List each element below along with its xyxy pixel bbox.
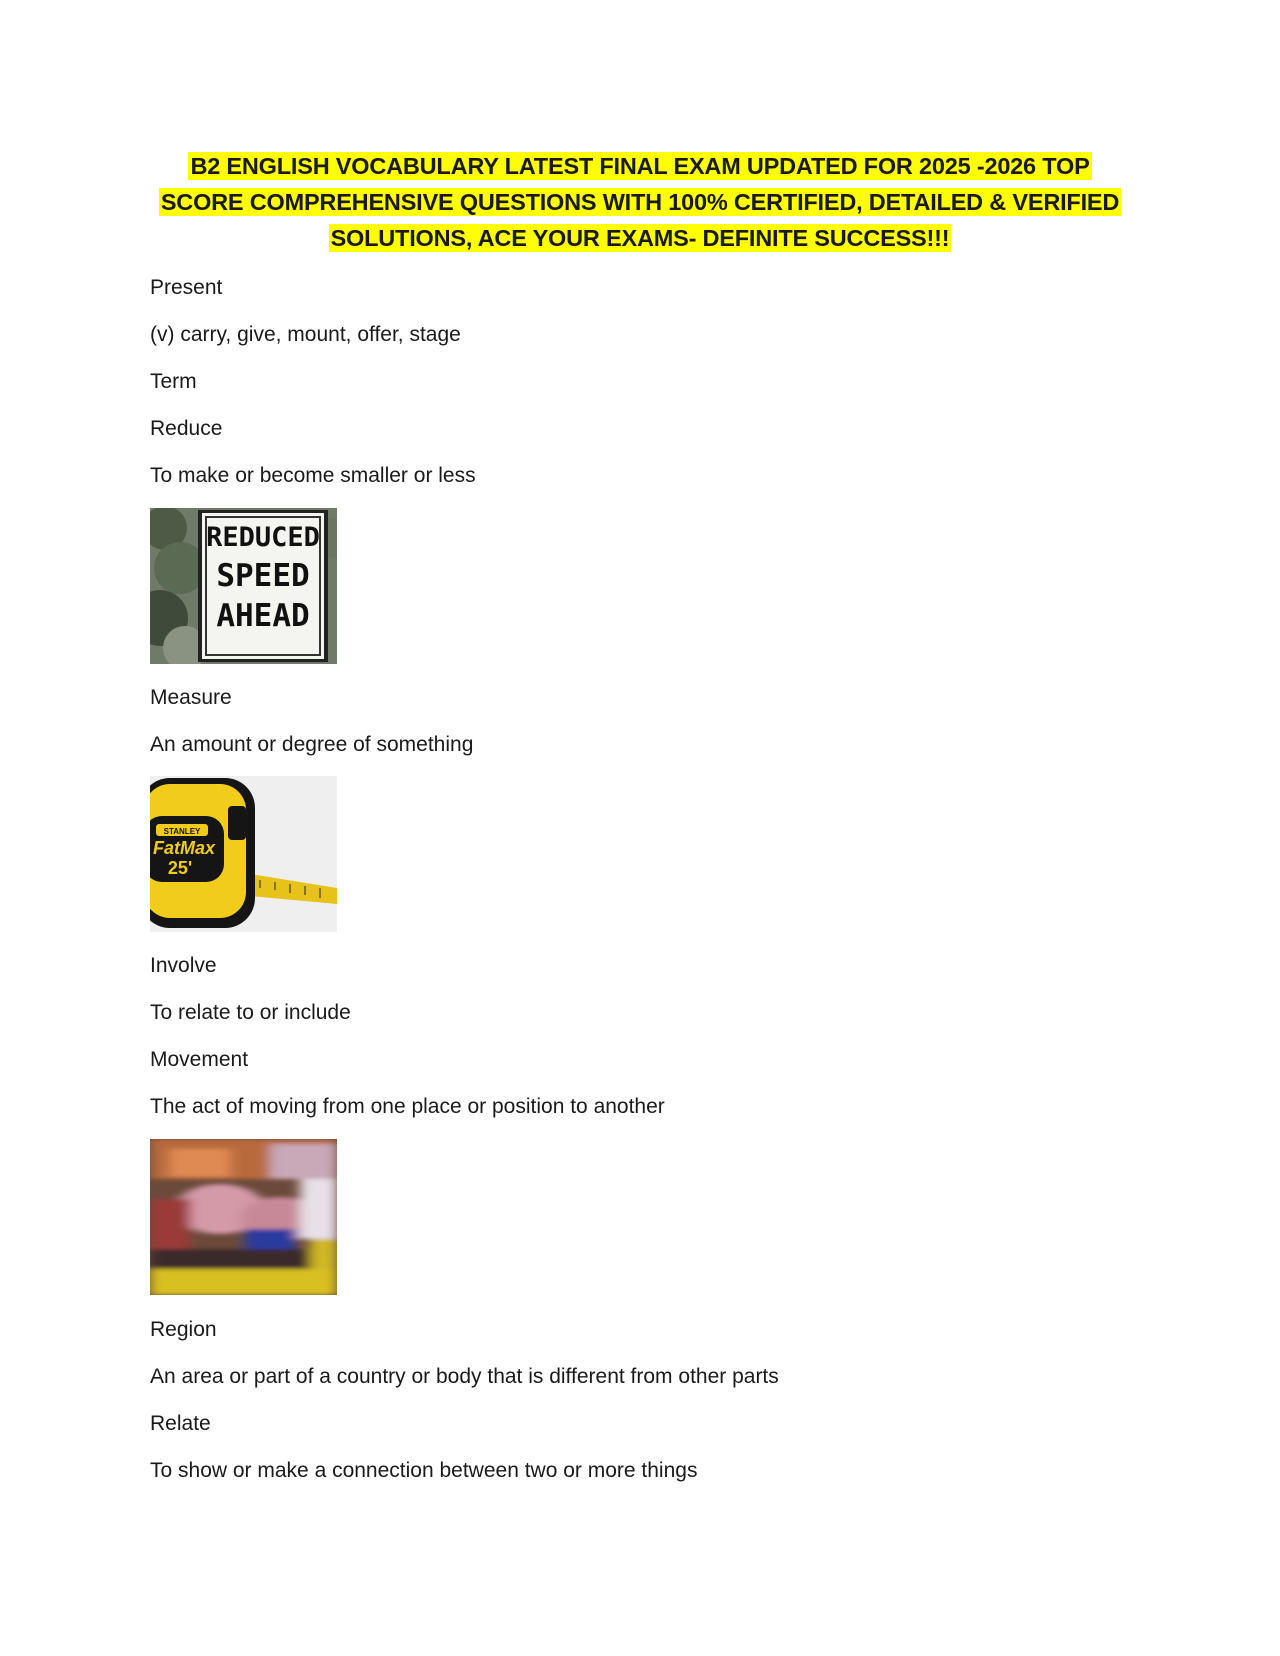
term-movement: Movement bbox=[150, 1048, 249, 1071]
term-term: Term bbox=[150, 370, 197, 393]
definition-reduce: To make or become smaller or less bbox=[150, 464, 476, 487]
definition-involve: To relate to or include bbox=[150, 1001, 351, 1024]
term-reduce: Reduce bbox=[150, 417, 223, 440]
tape-size: 25' bbox=[167, 858, 193, 878]
sign-line-2: SPEED bbox=[216, 558, 310, 594]
reduced-speed-sign-image bbox=[150, 508, 337, 664]
definition-region: An area or part of a country or body that is different from other parts bbox=[150, 1365, 779, 1388]
tape-model: FatMax bbox=[152, 838, 216, 858]
definition-movement: The act of moving from one place or position to another bbox=[150, 1095, 665, 1118]
sign-line-1: REDUCED bbox=[206, 522, 320, 553]
term-relate: Relate bbox=[150, 1412, 211, 1435]
term-measure: Measure bbox=[150, 686, 232, 709]
document-title bbox=[150, 148, 1130, 256]
definition-measure: An amount or degree of something bbox=[150, 733, 474, 756]
term-region: Region bbox=[150, 1318, 217, 1341]
term-present: Present bbox=[150, 276, 223, 299]
movement-blur-image bbox=[150, 1139, 337, 1295]
term-involve: Involve bbox=[150, 954, 217, 977]
definition-present: (v) carry, give, mount, offer, stage bbox=[150, 323, 461, 346]
sign-line-3: AHEAD bbox=[216, 598, 310, 634]
tape-measure-image bbox=[150, 776, 337, 932]
definition-relate: To show or make a connection between two or more things bbox=[150, 1459, 698, 1482]
tape-brand: STANLEY bbox=[163, 827, 201, 836]
title-highlight: B2 ENGLISH VOCABULARY LATEST FINAL EXAM UPDATED FOR 2025 -2026 TOP SCORE COMPREHENSIVE QUESTIONS WITH 100% CERTIFIED, DETAILED & VERIFIED SOLUTIONS, ACE YOUR EXAMS- DEFINITE SUCCESS!!! bbox=[160, 153, 1120, 251]
